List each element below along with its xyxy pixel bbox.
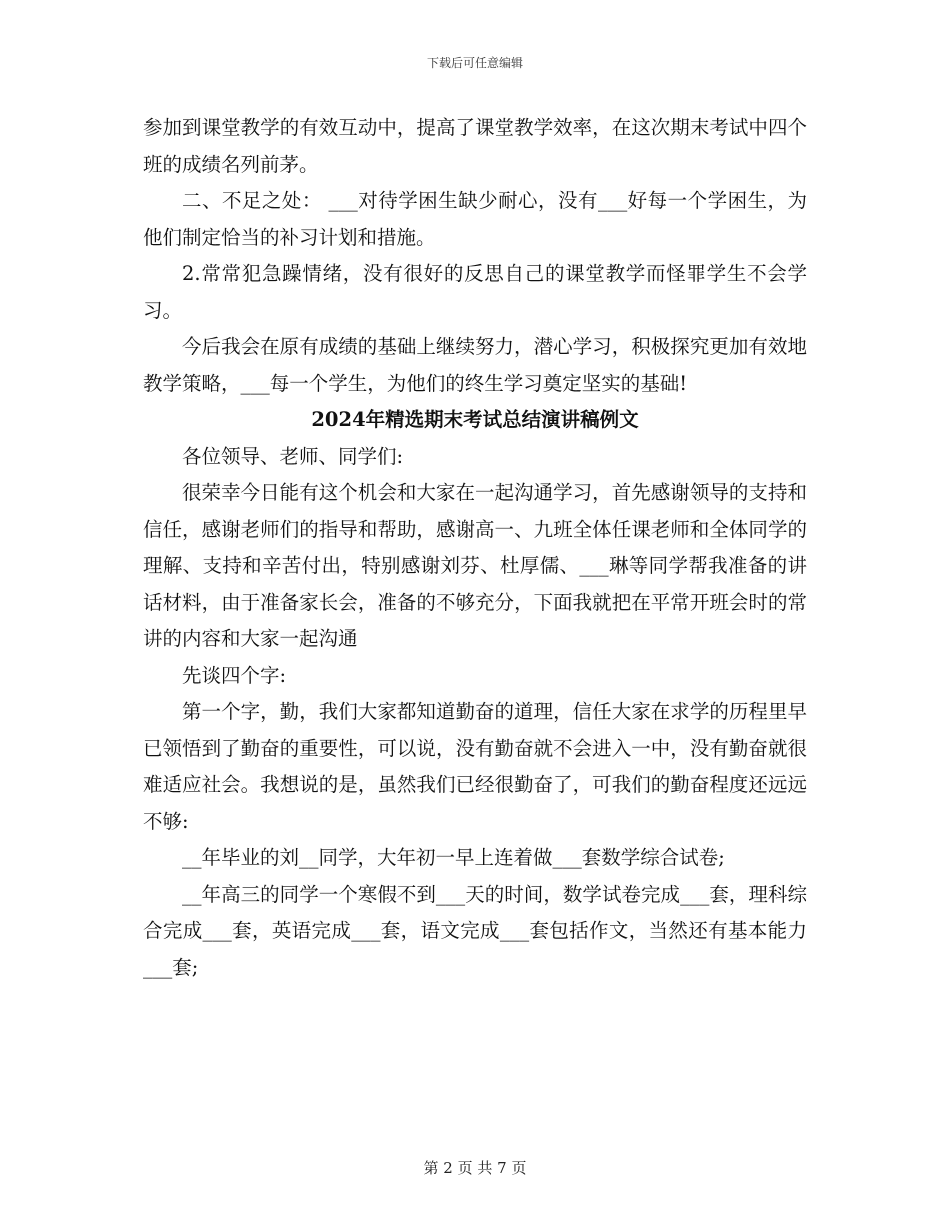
salutation: 各位领导、老师、同学们: — [182, 444, 404, 468]
document-body — [143, 110, 807, 986]
paragraph: 2.常常犯急躁情绪，没有很好的反思自己的课堂教学而怪罪学生不会学习。 — [143, 262, 807, 322]
paragraph: 参加到课堂教学的有效互动中，提高了课堂教学效率，在这次期末考试中四个班的成绩名列前茅。 — [143, 116, 807, 176]
paragraph: __年毕业的刘__同学，大年初一早上连着做___套数学综合试卷; — [182, 846, 725, 869]
paragraph: __年高三的同学一个寒假不到___天的时间，数学试卷完成___套，理科综合完成___套，英语完成___套，语文完成___套包括作文，当然还有基本能力___套; — [143, 882, 807, 979]
paragraph: 二、不足之处： ___对待学困生缺少耐心，没有___好每一个学困生，为他们制定恰当的补习计划和措施。 — [143, 189, 807, 249]
page-number: 第 2 页 共 7 页 — [423, 1159, 527, 1177]
document-title: 2024年精选期末考试总结演讲稿例文 — [311, 408, 639, 431]
paragraph: 今后我会在原有成绩的基础上继续努力，潜心学习，积极探究更加有效地教学策略，___每一个学生，为他们的终生学习奠定坚实的基础! — [143, 335, 807, 395]
paragraph: 第一个字，勤，我们大家都知道勤奋的道理，信任大家在求学的历程里早已领悟到了勤奋的重要性，可以说，没有勤奋就不会进入一中，没有勤奋就很难适应社会。我想说的是，虽然我们已经很勤奋了，可我们的勤奋程度还远远不够: — [143, 700, 807, 833]
page-header: 下载后可任意编辑 — [426, 56, 523, 70]
paragraph: 先谈四个字: — [182, 663, 287, 687]
paragraph: 很荣幸今日能有这个机会和大家在一起沟通学习，首先感谢领导的支持和信任，感谢老师们的指导和帮助，感谢高一、九班全体任课老师和全体同学的理解、支持和辛苦付出，特别感谢刘芬、杜厚儒、___琳等同学帮我准备的讲话材料，由于准备家长会，准备的不够充分，下面我就把在平常开班会时的常讲的内容和大家一起沟通 — [143, 481, 807, 650]
